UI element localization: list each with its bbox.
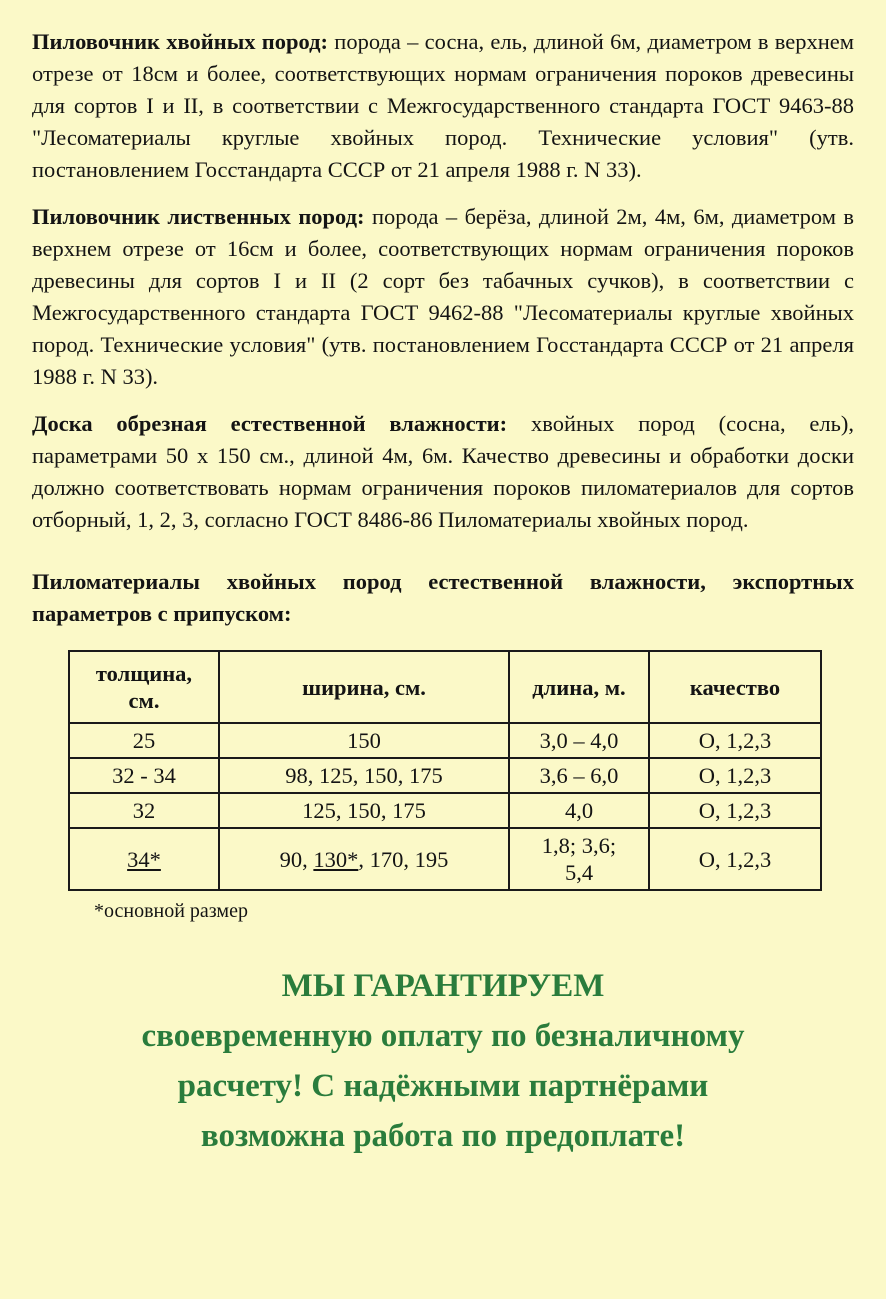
length-line: 5,4: [564, 860, 594, 885]
table-header-row: [69, 651, 821, 723]
paragraph-sawlog-deciduous: [32, 201, 854, 393]
paragraph-lead-bold: Доска обрезная естественной влажности:: [32, 411, 508, 436]
cell-width: 98, 125, 150, 175: [219, 758, 509, 793]
lumber-size-table: [68, 650, 822, 891]
table-row: [69, 723, 821, 758]
cell-quality: О, 1,2,3: [649, 723, 821, 758]
col-header-thickness: [69, 651, 219, 723]
banner-line: возможна работа по предоплате!: [200, 1118, 686, 1154]
length-line: 1,8; 3,6;: [541, 833, 617, 858]
col-header-quality: качество: [649, 651, 821, 723]
col-header-length: длина, м.: [509, 651, 649, 723]
banner-line: расчету! С надёжными партнёрами: [177, 1068, 709, 1104]
underlined-value: 130*: [313, 846, 359, 872]
width-segment: 90,: [279, 846, 314, 872]
cell-thickness: 32 - 34: [69, 758, 219, 793]
cell-quality: О, 1,2,3: [649, 793, 821, 828]
col-header-width: ширина, см.: [219, 651, 509, 723]
paragraph-edged-board: [32, 408, 854, 536]
banner-line: МЫ ГАРАНТИРУЕМ: [281, 968, 605, 1004]
guarantee-banner: [32, 961, 854, 1161]
header-line: см.: [128, 688, 160, 713]
cell-width: 125, 150, 175: [219, 793, 509, 828]
table-row: [69, 758, 821, 793]
banner-line: своевременную оплату по безналичному: [141, 1018, 745, 1054]
paragraph-body-text: порода – сосна, ель, длиной 6м, диаметром в верхнем отрезе от 18см и более, соответствующих нормам ограничения пороков древесины для сортов I и II, в соответствии с Межгосударственного стандарта ГОСТ 9463-88 "Лесоматериалы круглые хвойных пород. Технические условия" (утв. постановлением Госстандарта СССР от 21 апреля 1988 г. N 33).: [32, 29, 854, 182]
table-row: [69, 828, 821, 890]
cell-quality: О, 1,2,3: [649, 828, 821, 890]
cell-width: [219, 828, 509, 890]
cell-length: 3,6 – 6,0: [509, 758, 649, 793]
paragraph-sawlog-coniferous: [32, 26, 854, 186]
header-line: толщина,: [95, 661, 193, 686]
cell-thickness: 32: [69, 793, 219, 828]
cell-length: 4,0: [509, 793, 649, 828]
table-row: [69, 793, 821, 828]
paragraph-body-text: порода – берёза, длиной 2м, 4м, 6м, диаметром в верхнем отрезе от 16см и более, соответствующих нормам ограничения пороков древесины для сортов I и II (2 сорт без табачных сучков), в соответствии с Межгосударственного стандарта ГОСТ 9462-88 "Лесоматериалы круглые хвойных пород. Технические условия" (утв. постановлением Госстандарта СССР от 21 апреля 1988 г. N 33).: [32, 204, 854, 389]
paragraph-body-text: хвойных пород (сосна, ель), параметрами 50 х 150 см., длиной 4м, 6м. Качество древесины и обработки доски должно соответствовать нормам ограничения пороков пиломатериалов для сортов отборный, 1, 2, 3, согласно ГОСТ 8486-86 Пиломатериалы хвойных пород.: [32, 411, 854, 532]
cell-length: 3,0 – 4,0: [509, 723, 649, 758]
cell-thickness: 25: [69, 723, 219, 758]
underlined-value: 34*: [127, 846, 161, 872]
table-heading: Пиломатериалы хвойных пород естественной влажности, экспортных параметров с припуском:: [32, 569, 854, 626]
cell-quality: О, 1,2,3: [649, 758, 821, 793]
table-footnote: *основной размер: [94, 900, 248, 922]
paragraph-lead-bold: Пиловочник хвойных пород:: [32, 29, 329, 54]
width-segment: , 170, 195: [358, 846, 449, 872]
cell-width: 150: [219, 723, 509, 758]
cell-length: [509, 828, 649, 890]
cell-thickness: [69, 828, 219, 890]
paragraph-lead-bold: Пиловочник лиственных пород:: [32, 204, 365, 229]
